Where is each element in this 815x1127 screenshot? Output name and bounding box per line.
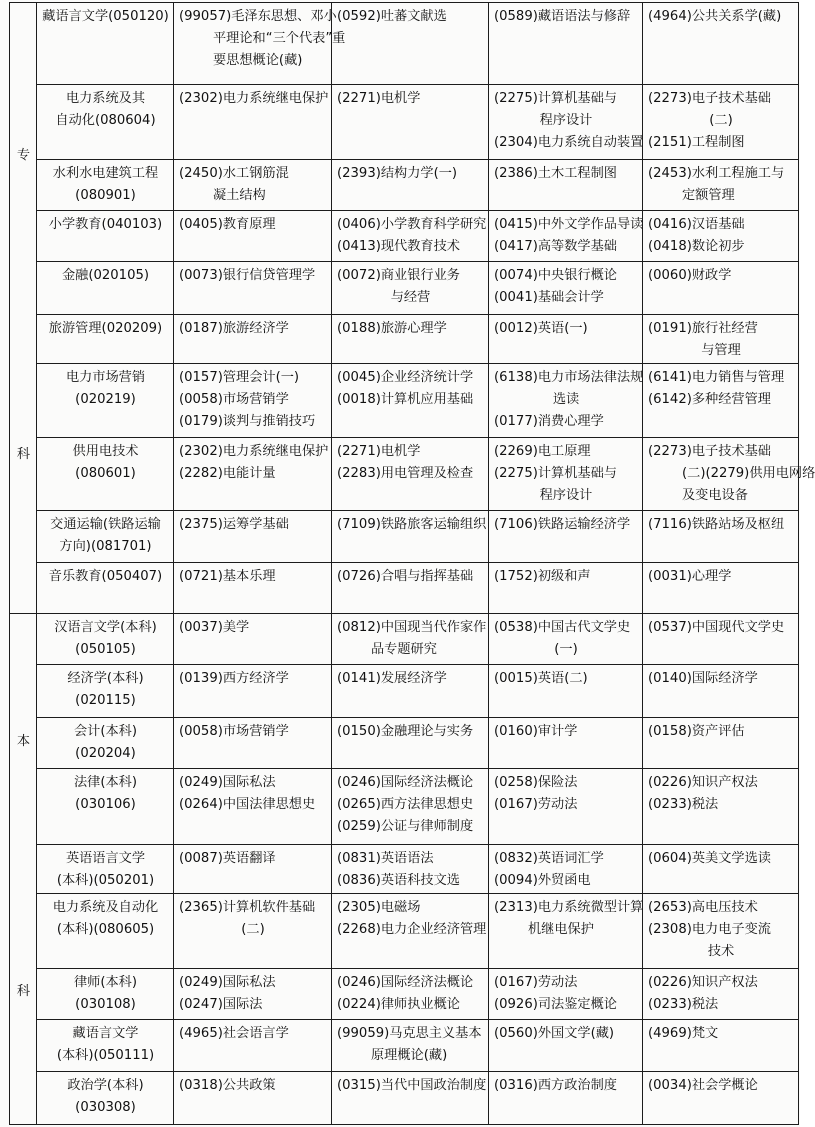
- course-cell: [489, 893, 643, 969]
- course-cell: [332, 3, 489, 85]
- course-entry: (0249)国际私法: [179, 975, 276, 991]
- course-entry: (0074)中央银行概论: [494, 268, 617, 284]
- course-cell: [174, 1071, 332, 1124]
- course-cell: [643, 3, 799, 85]
- course-entry: (0087)英语翻译: [179, 850, 276, 866]
- major-name: 藏语言文学(050120): [42, 9, 169, 24]
- course-cell: [489, 613, 643, 664]
- course-entry: (2365)计算机软件基础: [179, 899, 316, 915]
- course-cell: [643, 1020, 799, 1071]
- major-cell: [37, 437, 174, 511]
- table-row: [10, 211, 799, 262]
- course-entry: (2653)高电压技术: [648, 899, 758, 915]
- major-cell: [37, 364, 174, 438]
- course-cell: [643, 769, 799, 845]
- major-cell: [37, 562, 174, 613]
- course-entry: (0721)基本乐理: [179, 568, 276, 584]
- major-name: (020204): [75, 745, 136, 761]
- course-entry: (2283)用电管理及检查: [337, 465, 474, 481]
- course-cell: [174, 562, 332, 613]
- level-cell: [10, 613, 37, 1124]
- course-entry: (0140)国际经济学: [648, 670, 758, 686]
- course-entry: (2275)计算机基础与: [494, 90, 617, 106]
- course-cell: [332, 364, 489, 438]
- course-entry: (2273)电子技术基础: [648, 90, 771, 106]
- table-row: [10, 969, 799, 1020]
- course-cell: [332, 562, 489, 613]
- course-entry: (0249)国际私法: [179, 775, 276, 790]
- course-cell: [643, 969, 799, 1020]
- course-entry: (0258)保险法: [494, 775, 578, 790]
- course-entry: (2271)电机学: [337, 443, 421, 459]
- course-entry: (二)(2279)供用电网络: [682, 465, 815, 481]
- course-entry: (0179)谈判与推销技巧: [179, 414, 316, 430]
- course-cell: [174, 613, 332, 664]
- major-name: 会计(本科): [73, 723, 138, 739]
- course-cell: [489, 844, 643, 893]
- course-entry: (7116)铁路站场及枢纽: [648, 517, 785, 533]
- course-cell: [332, 893, 489, 969]
- course-entry: (0072)商业银行业务: [337, 268, 460, 284]
- course-cell: [332, 315, 489, 364]
- course-entry: (0058)市场营销学: [179, 392, 289, 408]
- course-entry: (0191)旅行社经营: [648, 321, 758, 337]
- major-name: (030108): [75, 997, 136, 1013]
- major-name: 律师(本科): [73, 975, 138, 991]
- course-entry: (0416)汉语基础: [648, 217, 745, 233]
- course-cell: [174, 893, 332, 969]
- table-row: [10, 562, 799, 613]
- major-cell: [37, 1020, 174, 1071]
- course-entry: (0018)计算机应用基础: [337, 392, 474, 408]
- course-entry: (2453)水利工程施工与: [648, 166, 785, 182]
- table-row: [10, 160, 799, 211]
- course-entry: (0316)西方政治制度: [494, 1077, 617, 1093]
- level-label: 科: [16, 983, 31, 999]
- course-entry: (0037)美学: [179, 619, 250, 635]
- course-cell: [643, 613, 799, 664]
- course-cell: [489, 315, 643, 364]
- course-entry: 与经营: [390, 290, 431, 306]
- course-entry: (二): [709, 112, 733, 128]
- course-entry: 程序设计: [539, 487, 593, 503]
- table-row: [10, 364, 799, 438]
- major-name: (030308): [75, 1099, 136, 1115]
- course-cell: [643, 664, 799, 717]
- course-entry: 要思想概论(藏): [213, 53, 303, 68]
- major-cell: [37, 3, 174, 85]
- course-cell: [489, 160, 643, 211]
- major-cell: [37, 664, 174, 717]
- major-name: 小学教育(040103): [48, 217, 163, 233]
- level-label: 本: [16, 733, 31, 749]
- major-name: 汉语言文学(本科): [54, 619, 157, 635]
- course-entry: (6141)电力销售与管理: [648, 370, 785, 386]
- course-entry: (0167)劳动法: [494, 797, 578, 812]
- major-cell: [37, 262, 174, 315]
- course-entry: (7106)铁路运输经济学: [494, 517, 631, 533]
- course-entry: 机继电保护: [528, 921, 594, 937]
- course-entry: (0012)英语(一): [494, 321, 588, 337]
- major-name: 音乐教育(050407): [48, 568, 163, 584]
- course-cell: [489, 664, 643, 717]
- major-name: (020115): [75, 692, 136, 708]
- course-entry: (0592)吐蕃文献选: [337, 9, 447, 24]
- course-cell: [489, 562, 643, 613]
- course-entry: (99057)毛泽东思想、邓小: [179, 9, 337, 24]
- course-entry: (2269)电工原理: [494, 443, 591, 459]
- course-entry: (0226)知识产权法: [648, 775, 758, 790]
- course-entry: 及变电设备: [682, 487, 748, 503]
- course-entry: (0045)企业经济统计学: [337, 370, 474, 386]
- major-name: 交通运输(铁路运输: [50, 517, 161, 533]
- course-cell: [643, 562, 799, 613]
- major-name: 电力市场营销: [65, 370, 146, 386]
- course-cell: [332, 262, 489, 315]
- major-cell: [37, 511, 174, 562]
- table-row: [10, 3, 799, 85]
- course-entry: (2273)电子技术基础: [648, 443, 771, 459]
- course-cell: [643, 717, 799, 768]
- course-entry: (0160)审计学: [494, 723, 578, 739]
- course-entry: (0141)发展经济学: [337, 670, 447, 686]
- course-entry: (2308)电力电子变流: [648, 921, 771, 937]
- course-cell: [332, 844, 489, 893]
- major-name: (080901): [75, 188, 136, 204]
- course-entry: (0726)合唱与指挥基础: [337, 568, 474, 584]
- course-cell: [332, 84, 489, 160]
- course-cell: [174, 364, 332, 438]
- major-cell: [37, 211, 174, 262]
- course-entry: (7109)铁路旅客运输组织: [337, 517, 487, 533]
- course-entry: (2302)电力系统继电保护: [179, 90, 329, 106]
- course-entry: (99059)马克思主义基本: [337, 1026, 482, 1042]
- course-cell: [489, 262, 643, 315]
- course-cell: [643, 511, 799, 562]
- course-entry: (2302)电力系统继电保护: [179, 443, 329, 459]
- table-row: [10, 769, 799, 845]
- course-entry: (0315)当代中国政治制度: [337, 1077, 487, 1093]
- course-cell: [174, 437, 332, 511]
- course-cell: [174, 1020, 332, 1071]
- course-entry: (2282)电能计量: [179, 465, 276, 481]
- major-name: 政治学(本科): [67, 1077, 144, 1093]
- course-cell: [489, 1071, 643, 1124]
- course-entry: (2450)水工钢筋混: [179, 166, 289, 182]
- major-name: (080601): [75, 465, 136, 481]
- course-entry: (6138)电力市场法律法规: [494, 370, 644, 386]
- course-entry: (0073)银行信贷管理学: [179, 268, 316, 284]
- course-entry: (0158)资产评估: [648, 723, 745, 739]
- course-entry: 程序设计: [539, 112, 593, 128]
- course-cell: [643, 84, 799, 160]
- course-entry: (4969)梵文: [648, 1026, 719, 1042]
- course-entry: (0188)旅游心理学: [337, 321, 447, 337]
- major-name: 自动化(080604): [55, 112, 156, 128]
- major-cell: [37, 969, 174, 1020]
- course-entry: (0415)中外文学作品导读: [494, 217, 644, 233]
- course-cell: [643, 364, 799, 438]
- major-name: 旅游管理(020209): [48, 321, 163, 337]
- major-name: 经济学(本科): [67, 670, 144, 686]
- course-entry: (2313)电力系统微型计算: [494, 899, 644, 915]
- table-row: [10, 613, 799, 664]
- course-cell: [174, 3, 346, 85]
- major-name: (050105): [75, 641, 136, 657]
- course-entry: (0177)消费心理学: [494, 414, 604, 430]
- level-label: 专: [16, 147, 31, 163]
- table-row: [10, 893, 799, 969]
- course-cell: [643, 160, 799, 211]
- course-cell: [332, 664, 489, 717]
- course-cell: [643, 844, 799, 893]
- course-entry: (0233)税法: [648, 997, 719, 1013]
- course-cell: [174, 844, 332, 893]
- major-name: 供用电技术: [72, 443, 139, 459]
- course-cell: [174, 664, 332, 717]
- course-cell: [489, 511, 643, 562]
- course-entry: (0836)英语科技文选: [337, 872, 460, 888]
- course-cell: [174, 717, 332, 768]
- course-entry: 技术: [707, 943, 735, 959]
- course-entry: (一): [554, 641, 578, 657]
- course-entry: (0417)高等数学基础: [494, 239, 617, 255]
- course-entry: (0015)英语(二): [494, 670, 588, 686]
- course-cell: [174, 84, 332, 160]
- course-entry: 品专题研究: [371, 641, 437, 657]
- major-name: 藏语言文学: [72, 1026, 139, 1042]
- major-name: (本科)(080605): [56, 921, 155, 937]
- course-entry: (0265)西方法律思想史: [337, 797, 474, 812]
- course-entry: (2305)电磁场: [337, 899, 421, 915]
- course-cell: [332, 211, 489, 262]
- course-cell: [643, 893, 799, 969]
- major-name: 英语语言文学: [65, 850, 146, 866]
- course-entry: (2375)运筹学基础: [179, 517, 289, 533]
- course-entry: (0224)律师执业概论: [337, 997, 460, 1013]
- course-entry: 定额管理: [682, 188, 735, 204]
- course-cell: [489, 3, 643, 85]
- course-entry: 与管理: [701, 343, 741, 359]
- course-cell: [332, 1020, 489, 1071]
- course-entry: 原理概论(藏): [371, 1048, 448, 1064]
- major-cell: [37, 769, 174, 845]
- course-entry: (0060)财政学: [648, 268, 732, 284]
- course-entry: (0264)中国法律思想史: [179, 797, 316, 812]
- course-cell: [332, 437, 489, 511]
- course-entry: (0167)劳动法: [494, 975, 578, 991]
- major-cell: [37, 844, 174, 893]
- major-cell: [37, 1071, 174, 1124]
- course-entry: (0034)社会学概论: [648, 1077, 758, 1093]
- course-cell: [643, 211, 799, 262]
- course-entry: (0926)司法鉴定概论: [494, 997, 617, 1013]
- course-cell: [332, 613, 489, 664]
- course-entry: (0041)基础会计学: [494, 290, 604, 306]
- major-name: (本科)(050201): [56, 872, 155, 888]
- course-entry: (1752)初级和声: [494, 568, 591, 584]
- course-entry: (0405)教育原理: [179, 217, 276, 233]
- course-cell: [174, 315, 332, 364]
- major-cell: [37, 893, 174, 969]
- course-entry: (0031)心理学: [648, 568, 732, 584]
- level-label: 科: [16, 446, 31, 462]
- course-cell: [643, 1071, 799, 1124]
- course-entry: (0246)国际经济法概论: [337, 775, 474, 790]
- table-row: [10, 664, 799, 717]
- course-cell: [643, 262, 799, 315]
- major-cell: [37, 84, 174, 160]
- course-cell: [174, 511, 332, 562]
- course-entry: (2151)工程制图: [648, 134, 745, 150]
- course-entry: (0604)英美文学选读: [648, 850, 771, 866]
- major-cell: [37, 160, 174, 211]
- course-entry: (0233)税法: [648, 797, 719, 812]
- course-entry: 凝土结构: [213, 188, 266, 204]
- course-entry: (2275)计算机基础与: [494, 465, 617, 481]
- course-entry: (0418)数论初步: [648, 239, 745, 255]
- course-entry: (0259)公证与律师制度: [337, 819, 474, 834]
- course-cell: [174, 211, 332, 262]
- course-cell: [489, 437, 643, 511]
- course-entry: (2268)电力企业经济管理: [337, 921, 487, 937]
- course-entry: (0247)国际法: [179, 997, 263, 1013]
- course-cell: [332, 769, 489, 845]
- course-cell: [332, 160, 489, 211]
- course-entry: (0538)中国古代文学史: [494, 619, 631, 635]
- table-row: [10, 262, 799, 315]
- table-row: [10, 437, 799, 511]
- course-entry: (2304)电力系统自动装置: [494, 134, 644, 150]
- course-entry: (0832)英语词汇学: [494, 850, 604, 866]
- major-name: 金融(020105): [61, 268, 149, 284]
- major-name: 电力系统及其: [65, 90, 146, 106]
- major-name: 方向)(081701): [59, 539, 152, 555]
- course-cell: [489, 1020, 643, 1071]
- course-cell: [332, 511, 489, 562]
- course-entry: (0058)市场营销学: [179, 723, 289, 739]
- major-name: (030106): [75, 797, 136, 812]
- table-row: [10, 84, 799, 160]
- course-entry: (0157)管理会计(一): [179, 370, 300, 386]
- course-cell: [174, 769, 332, 845]
- major-name: (020219): [75, 392, 136, 408]
- course-cell: [174, 160, 332, 211]
- course-entry: (0187)旅游经济学: [179, 321, 289, 337]
- course-entry: (0139)西方经济学: [179, 670, 289, 686]
- course-entry: (6142)多种经营管理: [648, 392, 771, 408]
- course-cell: [174, 262, 332, 315]
- course-entry: (0226)知识产权法: [648, 975, 758, 991]
- course-cell: [489, 84, 643, 160]
- course-cell: [332, 717, 489, 768]
- course-entry: (0094)外贸函电: [494, 872, 591, 888]
- course-entry: (0831)英语语法: [337, 850, 434, 866]
- course-cell: [489, 211, 643, 262]
- level-cell: [10, 3, 37, 614]
- table-row: [10, 717, 799, 768]
- table-row: [10, 1020, 799, 1071]
- course-cell: [643, 315, 799, 364]
- table-row: [10, 315, 799, 364]
- table-row: [10, 1071, 799, 1124]
- major-name: (本科)(050111): [56, 1048, 155, 1064]
- course-entry: (2271)电机学: [337, 90, 421, 106]
- course-entry: (0150)金融理论与实务: [337, 723, 474, 739]
- course-cell: [332, 969, 489, 1020]
- course-entry: (2393)结构力学(一): [337, 166, 458, 182]
- course-entry: (0560)外国文学(藏): [494, 1026, 615, 1042]
- course-entry: (2386)土木工程制图: [494, 166, 617, 182]
- table-row: [10, 511, 799, 562]
- course-entry: (0246)国际经济法概论: [337, 975, 474, 991]
- major-name: 电力系统及自动化: [52, 899, 159, 915]
- course-entry: (4964)公共关系学(藏): [648, 9, 782, 24]
- course-schedule-table: [9, 2, 815, 1125]
- course-entry: (0318)公共政策: [179, 1077, 276, 1093]
- course-entry: (0413)现代教育技术: [337, 239, 460, 255]
- course-entry: (0589)藏语语法与修辞: [494, 9, 631, 24]
- course-entry: (0537)中国现代文学史: [648, 619, 785, 635]
- major-cell: [37, 613, 174, 664]
- course-cell: [489, 364, 643, 438]
- course-entry: (4965)社会语言学: [179, 1026, 289, 1042]
- major-cell: [37, 315, 174, 364]
- course-cell: [489, 969, 643, 1020]
- table-row: [10, 844, 799, 893]
- major-name: 法律(本科): [73, 775, 138, 790]
- course-cell: [489, 769, 643, 845]
- course-entry: 选读: [552, 392, 580, 408]
- course-cell: [489, 717, 643, 768]
- course-cell: [643, 437, 815, 511]
- major-cell: [37, 717, 174, 768]
- course-entry: (0406)小学教育科学研究: [337, 217, 487, 233]
- course-entry: (0812)中国现当代作家作: [337, 619, 487, 635]
- course-entry: (二): [241, 921, 265, 937]
- course-cell: [332, 1071, 489, 1124]
- course-cell: [174, 969, 332, 1020]
- course-entry: 平理论和“三个代表”重: [213, 31, 346, 46]
- major-name: 水利水电建筑工程: [52, 166, 159, 182]
